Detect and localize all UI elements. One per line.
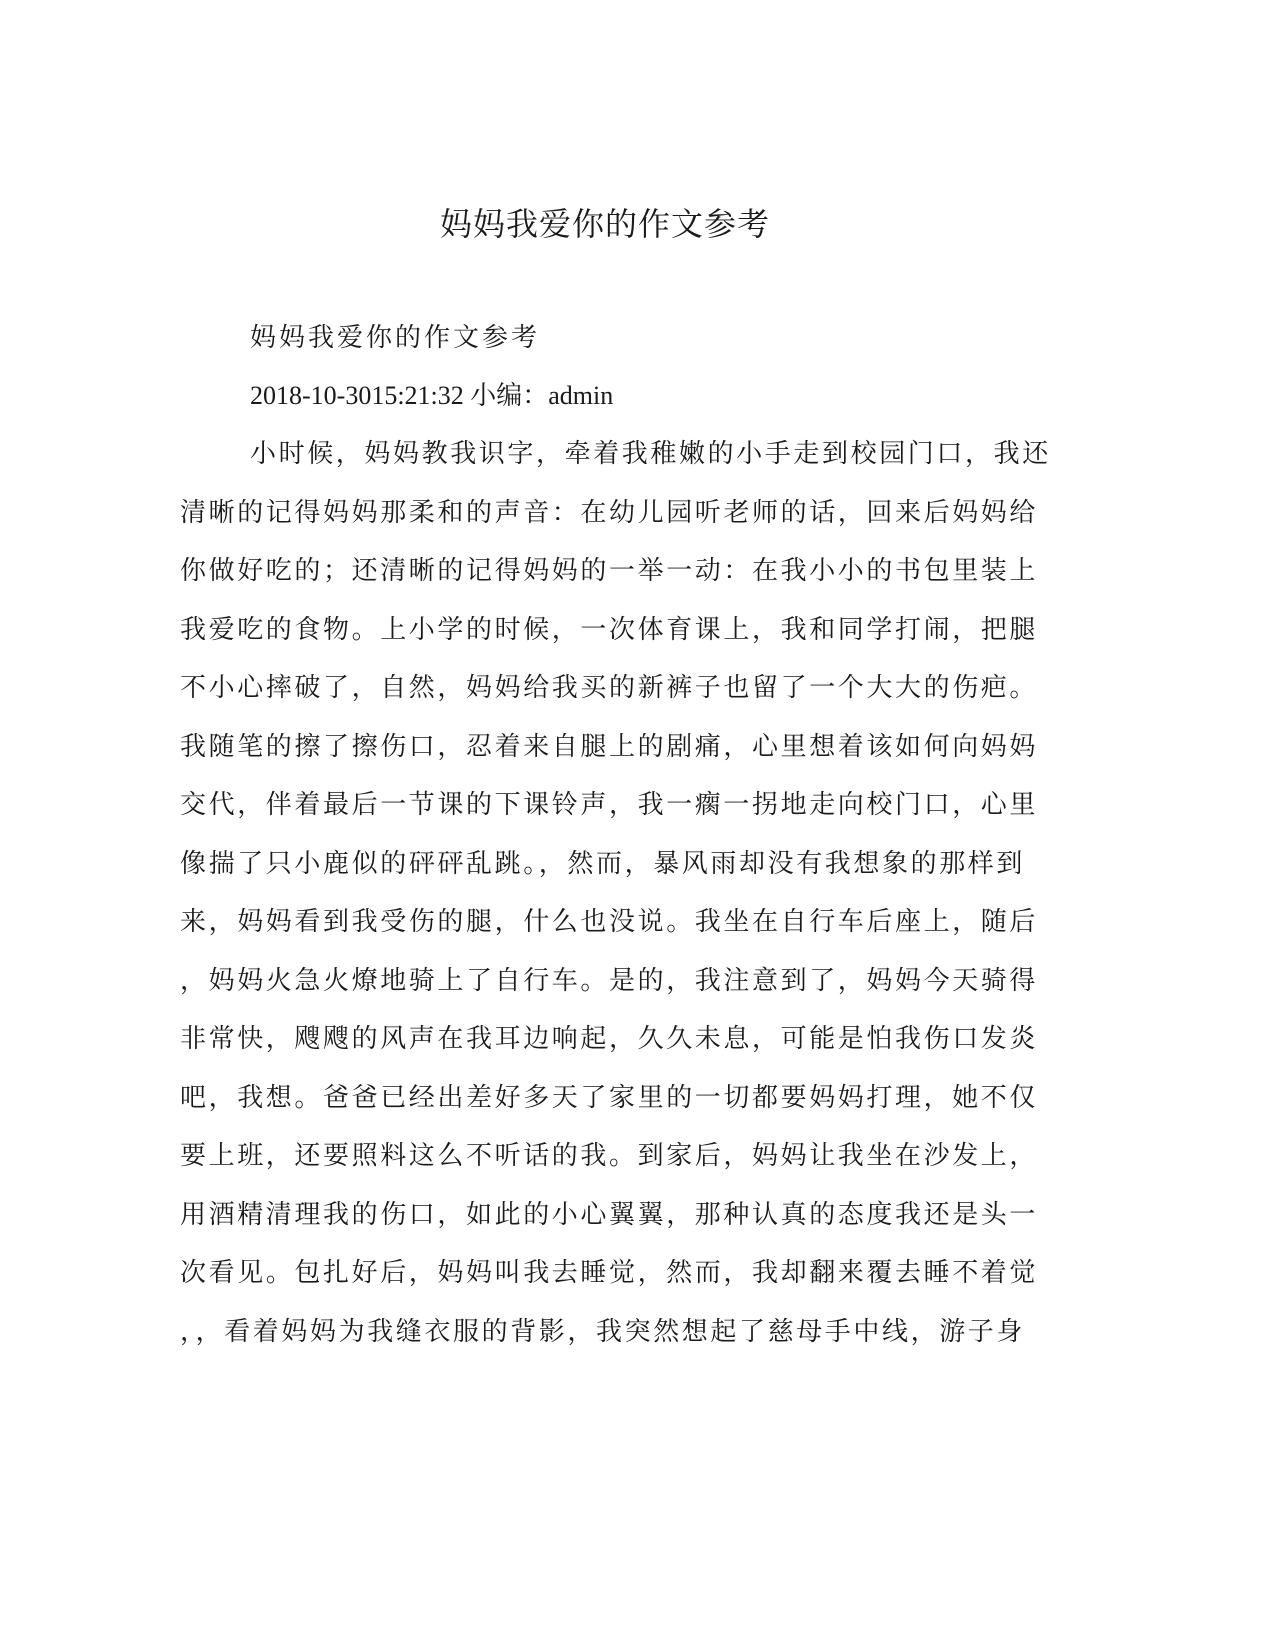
document-subtitle: 妈妈我爱你的作文参考 bbox=[250, 323, 541, 353]
document-body bbox=[180, 436, 1051, 1372]
body-line: ，妈妈火急火燎地骑上了自行车。是的，我注意到了，妈妈今天骑得 bbox=[180, 965, 1039, 996]
body-line: 我爱吃的食物。上小学的时候，一次体育课上，我和同学打闹，把腿 bbox=[180, 614, 1039, 645]
body-line: 吧，我想。爸爸已经出差好多天了家里的一切都要妈妈打理，她不仅 bbox=[180, 1082, 1039, 1113]
body-line: 用酒精清理我的伤口，如此的小心翼翼，那种认真的态度我还是头一 bbox=[180, 1199, 1039, 1230]
document-title: 妈妈我爱你的作文参考 bbox=[439, 205, 770, 243]
body-line: 非常快，飕飕的风声在我耳边响起，久久未息，可能是怕我伤口发炎 bbox=[180, 1024, 1039, 1054]
body-line: ，，看着妈妈为我缝衣服的背影，我突然想起了慈母手中线，游子身 bbox=[180, 1316, 1026, 1347]
body-line: 不小心摔破了，自然，妈妈给我买的新裤子也留了一个大大的伤疤。 bbox=[180, 673, 1039, 703]
body-line: 小时候，妈妈教我识字，牵着我稚嫩的小手走到校园门口，我还 bbox=[250, 439, 1051, 469]
body-line: 次看见。包扎好后，妈妈叫我去睡觉，然而，我却翻来覆去睡不着觉 bbox=[180, 1258, 1039, 1288]
body-line: 来，妈妈看到我受伤的腿，什么也没说。我坐在自行车后座上，随后 bbox=[180, 907, 1039, 937]
body-line: 我随笔的擦了擦伤口，忍着来自腿上的剧痛，心里想着该如何向妈妈 bbox=[180, 731, 1039, 762]
document-meta: 2018-10-3015:21:32 小编：admin bbox=[250, 381, 614, 410]
body-line: 交代，伴着最后一节课的下课铃声，我一瘸一拐地走向校门口，心里 bbox=[180, 790, 1039, 820]
body-line: 你做好吃的；还清晰的记得妈妈的一举一动：在我小小的书包里装上 bbox=[180, 556, 1039, 586]
body-line: 要上班，还要照料这么不听话的我。到家后，妈妈让我坐在沙发上， bbox=[180, 1141, 1039, 1171]
body-line: 清晰的记得妈妈那柔和的声音：在幼儿园听老师的话，回来后妈妈给 bbox=[180, 497, 1039, 528]
body-line: 像揣了只小鹿似的砰砰乱跳。，然而，暴风雨却没有我想象的那样到 bbox=[180, 848, 1026, 879]
